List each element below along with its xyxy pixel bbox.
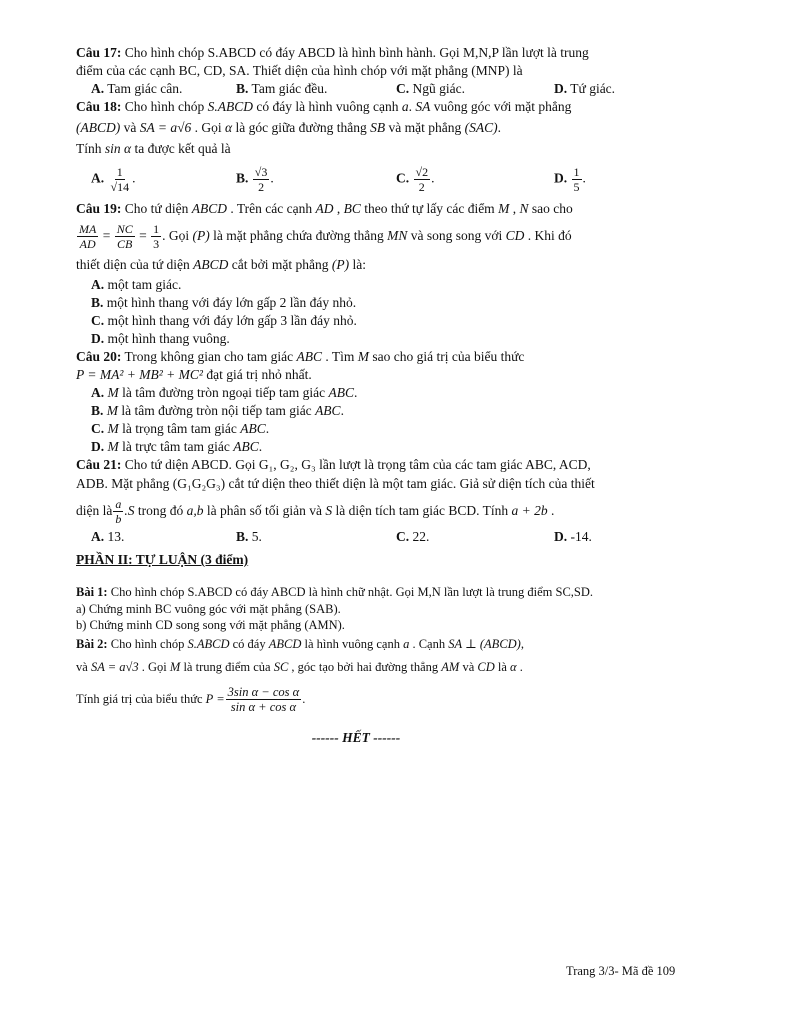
- q18-line3: Tính sin α ta được kết quả là: [76, 141, 231, 156]
- question-18: Câu 18: Cho hình chóp S.ABCD có đáy là hình vuông cạnh a. SA vuông góc với mặt phẳng (ABCD) và SA = a√6 . Gọi α là góc giữa đường thẳng SB và mặt phẳng (SAC). Tính sin α ta được kết quả là A. $\frac{1}{√14}$ . B. $\frac{√3}{2}$ . C. $\frac{√2}{2}$ . D. $\frac{1}{5}$ .: [76, 98, 716, 200]
- q20-option-d: D. M là trực tâm tam giác ABC.: [91, 439, 263, 454]
- q21-option-b: B. 5.: [236, 529, 262, 544]
- q17-option-d: D. Tứ giác.: [554, 81, 616, 96]
- q20-option-c: C. M là trọng tâm tam giác ABC.: [91, 421, 270, 436]
- q19-option-b: B. một hình thang với đáy lớn gấp 2 lần đáy nhỏ.: [91, 295, 357, 310]
- q21-option-a: A. 13.: [91, 529, 125, 544]
- q18-option-d: D. $\frac{1}{5}$ .: [554, 164, 586, 194]
- q19-line2: $\frac{MA}{AD}$ = $\frac{NC}{CB}$ = $\frac{1}{3}$ . Gọi (P) là mặt phẳng chứa đường thẳng MN và song song với CD . Khi đó: [79, 221, 572, 251]
- bai1-part-b: b) Chứng minh CD song song với mặt phẳng (AMN).: [76, 618, 345, 632]
- q17-options: [76, 80, 716, 98]
- part-2-heading: PHẦN II: TỰ LUẬN (3 điểm): [76, 552, 249, 567]
- question-17: [76, 44, 716, 98]
- q17-option-a: A. Tam giác cân.: [91, 81, 183, 96]
- essay-2: Bài 2: Cho hình chóp S.ABCD có đáy ABCD là hình vuông cạnh a . Cạnh SA ⊥ (ABCD), và SA = a√3 . Gọi M là trung điểm của SC , góc tạo bởi hai đường thẳng AM và CD là α . Tính giá trị của biểu thức P = $\frac{\text{3sin α − cos α}}{\text{sin α + cos α}}$ .: [76, 634, 716, 720]
- q21-fraction-a-b: $\frac{a}{b}$: [115, 496, 122, 526]
- q18-option-c: C. $\frac{√2}{2}$ .: [396, 164, 435, 194]
- q19-option-c: C. một hình thang với đáy lớn gấp 3 lần đáy nhỏ.: [91, 313, 357, 328]
- q21-line3: diện là $\frac{a}{b}$ .S trong đó a,b là phân số tối giản và S là diện tích tam giác BCD. Tính a + 2b .: [76, 496, 555, 526]
- q17-line2: điểm của các cạnh BC, CD, SA. Thiết diện của hình chóp với mặt phẳng (MNP) là: [76, 63, 523, 78]
- q19-fraction-one-third: $\frac{1}{3}$: [153, 221, 160, 251]
- q18-options: [76, 158, 716, 200]
- bai1-label: Bài 1:: [76, 585, 108, 599]
- q17-option-b: B. Tam giác đều.: [236, 81, 328, 96]
- q20-line2: P = MA² + MB² + MC² đạt giá trị nhỏ nhất.: [76, 367, 312, 382]
- bai1-part-a: a) Chứng minh BC vuông góc với mặt phẳng (SAB).: [76, 601, 341, 616]
- q19-line3: thiết diện của tứ diện ABCD cắt bởi mặt phẳng (P) là:: [76, 257, 367, 272]
- q19-option-d: D. một hình thang vuông.: [91, 331, 230, 346]
- bai2-line3: Tính giá trị của biểu thức P = $\frac{\text{3sin α − cos α}}{\text{sin α + cos α}}$ .: [76, 685, 306, 714]
- bai2-label: Bài 2:: [76, 636, 108, 651]
- q19-label: Câu 19:: [76, 201, 122, 216]
- q18-option-b: B. $\frac{√3}{2}$ .: [236, 164, 274, 194]
- bai2-expression-fraction: $\frac{\text{3sin α − cos α}}{\text{sin α + cos α}}$: [227, 685, 300, 714]
- q20-option-b: B. M là tâm đường tròn nội tiếp tam giác ABC.: [91, 403, 344, 418]
- q18-line2: (ABCD) và SA = a√6 . Gọi α là góc giữa đường thẳng SB và mặt phẳng (SAC).: [76, 120, 501, 135]
- page-footer: Trang 3/3- Mã đề 109: [566, 964, 676, 978]
- q21-options: [76, 528, 716, 546]
- question-21: Câu 21: Cho tứ diện ABCD. Gọi G₁, G₂, G₃ lần lượt là trọng tâm của các tam giác ABC, ACD, ADB. Mặt phẳng (G₁G₂G₃) cắt tứ diện theo thiết diện là một tam giác. Giả sử diện tích của thiết diện là $\frac{a}{b}$ .S trong đó a,b là phân số tối giản và S là diện tích tam giác BCD. Tính a + 2b . A. 13. B. 5. C. 22. D. -14.: [76, 456, 716, 546]
- q20-option-a: A. M là tâm đường tròn ngoại tiếp tam giác ABC.: [91, 385, 358, 400]
- q18-option-a: A. $\frac{1}{√14}$ .: [91, 164, 136, 194]
- question-20: Câu 20: Trong không gian cho tam giác ABC . Tìm M sao cho giá trị của biểu thức P = MA² + MB² + MC² đạt giá trị nhỏ nhất. A. M là tâm đường tròn ngoại tiếp tam giác ABC. B. M là tâm đường tròn nội tiếp tam giác ABC. C. M là trọng tâm tam giác ABC. D. M là trực tâm tam giác ABC.: [76, 348, 716, 456]
- exam-page: [76, 44, 716, 746]
- bai2-line2: và SA = a√3 . Gọi M là trung điểm của SC , góc tạo bởi hai đường thẳng AM và CD là α .: [76, 659, 523, 674]
- q20-label: Câu 20:: [76, 349, 122, 364]
- q21-option-c: C. 22.: [396, 529, 430, 544]
- essay-1: Bài 1: Cho hình chóp S.ABCD có đáy ABCD là hình chữ nhật. Gọi M,N lần lượt là trung điểm SC,SD. a) Chứng minh BC vuông góc với mặt phẳng (SAB). b) Chứng minh CD song song với mặt phẳng (AMN).: [76, 584, 716, 634]
- q19-fraction-ma-ad: $\frac{MA}{AD}$: [79, 221, 97, 251]
- q17-line1: Cho hình chóp S.ABCD có đáy ABCD là hình bình hành. Gọi M,N,P lần lượt là trung: [121, 45, 589, 60]
- q21-option-d: D. -14.: [554, 529, 592, 544]
- question-19: Câu 19: Cho tứ diện ABCD . Trên các cạnh AD , BC theo thứ tự lấy các điểm M , N sao cho $\frac{MA}{AD}$ = $\frac{NC}{CB}$ = $\frac{1}{3}$ . Gọi (P) là mặt phẳng chứa đường thẳng MN và song song với CD . Khi đó thiết diện của tứ diện ABCD cắt bởi mặt phẳng (P) là: A. một tam giác. B. một hình thang với đáy lớn gấp 2 lần đáy nhỏ. C. một hình thang với đáy lớn gấp 3 lần đáy nhỏ. D. một hình thang vuông.: [76, 200, 716, 348]
- end-marker: ------ HẾT ------: [311, 729, 401, 745]
- q17-label: Câu 17:: [76, 45, 122, 60]
- q21-line2: ADB. Mặt phẳng (G₁G₂G₃) cắt tứ diện theo thiết diện là một tam giác. Giả sử diện tích của thiết: [76, 476, 595, 491]
- q21-label: Câu 21:: [76, 457, 122, 472]
- q19-option-a: A. một tam giác.: [91, 277, 182, 292]
- q19-fraction-nc-cb: $\frac{NC}{CB}$: [116, 221, 133, 251]
- q17-option-c: C. Ngũ giác.: [396, 81, 465, 96]
- q18-label: Câu 18:: [76, 99, 122, 114]
